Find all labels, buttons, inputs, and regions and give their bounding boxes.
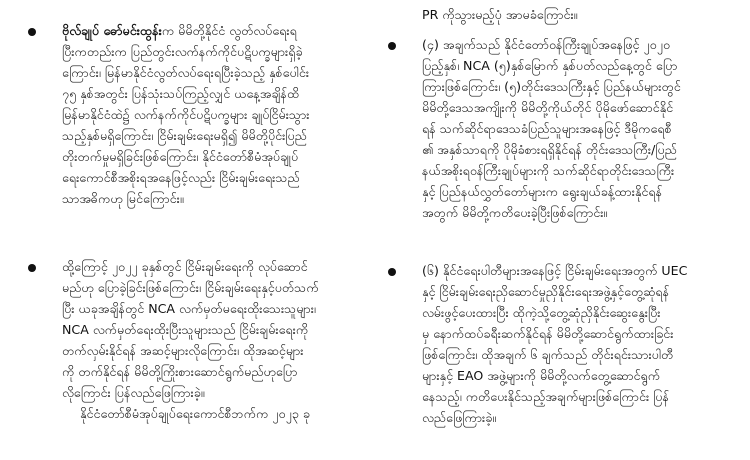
text-line: ထို့ကြောင့် ၂၀၂၂ ခုနှစ်တွင် ငြိမ်းချမ်းရေးကို လုပ်ဆောင် bbox=[62, 259, 308, 274]
text-line: တက်လှမ်းနိုင်ရန် အဆင့်များလိုကြောင်း၊ ထိုအဆင့်များ bbox=[62, 343, 304, 358]
text-line: PR ကိုသွားမည့်ပုံ အာမခံကြောင်း။ bbox=[422, 7, 578, 22]
bullet-item-1 bbox=[22, 20, 366, 209]
text-line: မှ နောက်ထပ်ခရီးဆက်နိုင်ရန် မိမိတို့ဆောင်ရွက်ထားခြင်း bbox=[422, 326, 674, 341]
text-line: သာအဓိကဟု မြင်ကြောင်း။ bbox=[62, 191, 184, 206]
text-line: ရန် သက်ဆိုင်ရာဒေသခံပြည်သူများအနေဖြင့် ဒီမိုကရေစီ bbox=[422, 121, 672, 136]
bullet-dot-icon bbox=[28, 28, 36, 36]
text-line: NCA လက်မှတ်ရေးထိုးပြီးသူများသည် ငြိမ်းချမ်းရေးကို bbox=[62, 322, 309, 337]
text-line: လမ်းဖွင့်ပေးထားပြီး ထိုကဲ့သို့တွေ့ဆုံညှိနိုင်းဆွေးနွေးပြီး bbox=[422, 305, 661, 320]
right-column bbox=[382, 0, 727, 460]
text-line: များနှင့် EAO အဖွဲ့များကို မိမိတို့လက်တွေ့ဆောင်ရွက် bbox=[422, 368, 661, 383]
text-line: ဖြစ်ကြောင်း၊ ထိုအချက် ၆ ချက်သည် တိုင်းရင်းသားပါတီ bbox=[422, 347, 674, 362]
text-line: နေသည့်၊ ကတိပေးနိုင်သည့်အချက်များဖြစ်ကြောင်း ပြန် bbox=[422, 389, 669, 404]
text-line: ကို တက်နိုင်ရန် မိမိတို့ကြိုးစားဆောင်ရွက်မည်ဟုပြော bbox=[62, 364, 298, 379]
text-line: နှင့် ပြည်နယ်လွှတ်တော်များက ရွေးချယ်ခန့်ထားနိုင်ရန် bbox=[422, 184, 663, 199]
text-line: ဗိုလ်ချုပ် ဓော်မင်းထွန်းက မိမိတို့နိုင်ငံ လွတ်လပ်ရေးရ bbox=[62, 23, 297, 38]
text-line: နိုင်ငံတော်စီမံအုပ်ချုပ်ရေးကောင်စီဘက်က ၂၀၂၃ ခု bbox=[80, 406, 310, 421]
text-line: တိုးတက်မှုမရှိခြင်းဖြစ်ကြောင်း၊ နိုင်ငံတော်စီမံအုပ်ချုပ် bbox=[62, 149, 299, 164]
text-line: အတွက် မိမိတို့ကတိပေးခဲ့ပြီးဖြစ်ကြောင်း။ bbox=[422, 205, 608, 220]
bullet-dot-icon bbox=[388, 268, 396, 276]
bullet-item-2 bbox=[22, 256, 366, 424]
text-line: နှင့် ငြိမ်းချမ်းရေးညှိဆောင်မှုညှိနိုင်းရေးအဖွဲ့နှင့်တွေ့ဆုံရန် bbox=[422, 284, 670, 299]
text-line: သည့်နှစ်မရှိကြောင်း၊ ငြိမ်းချမ်းရေးမရှိ၍ မိမိတို့ပိုင်းပြည် bbox=[62, 128, 307, 143]
bullet-dot-icon bbox=[388, 42, 396, 50]
text-line: မိမိတို့ဒေသအကျိုးကို မိမိတို့ကိုယ်တိုင် ပိုမိုဖော်ဆောင်နိုင် bbox=[422, 100, 674, 115]
text-line: မြန်မာနိုင်ငံထဲ၌ လက်နက်ကိုင်ပဋိပက္ခများ ချုပ်ငြိမ်းသွား bbox=[62, 107, 310, 122]
text-line: ပြီးကတည်းက ပြည်တွင်းလက်နက်ကိုင်ပဋိပက္ခများရှိခဲ့ bbox=[62, 44, 303, 59]
text-line: ၏ အနှစ်သာရကို ပိုမိုခံစားရရှိနိုင်ရန် တိုင်းဒေသကြီး/ပြည် bbox=[422, 142, 677, 157]
text-line: လည်ဖြေကြားခဲ့။ bbox=[422, 410, 497, 425]
bullet-dot-icon bbox=[28, 264, 36, 272]
text-line: လိုကြောင်း ပြန်လည်ဖြေကြားခဲ့။ bbox=[62, 385, 205, 400]
text-line: ရေးကောင်စီအစိုးရအနေဖြင့်လည်း ငြိမ်းချမ်းရေးသည် bbox=[62, 170, 300, 185]
text-line: မည်ဟု ပြောခဲ့ခြင်းဖြစ်ကြောင်း၊ ငြိမ်းချမ်းရေးနှင့်ပတ်သက် bbox=[62, 280, 319, 295]
text-line: ကြောင်း၊ မြန်မာနိုင်ငံလွတ်လပ်ရေးရပြီးခဲ့သည့် နှစ်ပေါင်း bbox=[62, 65, 310, 80]
text-line: ကြားဖြစ်ကြောင်း၊ (၅)တိုင်းဒေသကြီးနှင့် ပြည်နယ်များတွင် bbox=[422, 79, 681, 94]
text-line: (၆) နိုင်ငံရေးပါတီများအနေဖြင့် ငြိမ်းချမ်းရေးအတွက် UEC bbox=[422, 263, 688, 278]
text-line: ၇၅ နှစ်အတွင်း ပြန်သုံးသပ်ကြည့်လျှင် ယနေ့အချိန်ထိ bbox=[62, 86, 300, 101]
bullet-item-3 bbox=[382, 34, 727, 223]
text-line: ပြည့်နှစ်၊ NCA (၅)နှစ်မြောက် နှစ်ပတ်လည်နေ့တွင် ပြော bbox=[422, 58, 678, 73]
text-line: ပြီး ယခုအချိန်တွင် NCA လက်မှတ်မရေးထိုးသေးသူများ၊ bbox=[62, 301, 316, 316]
text-line: နယ်အစိုးရဝန်ကြီးချုပ်များကို သက်ဆိုင်ရာတိုင်းဒေသကြီး bbox=[422, 163, 675, 178]
bullet-item-4 bbox=[382, 260, 727, 428]
left-column bbox=[22, 0, 366, 460]
continued-text bbox=[382, 4, 727, 25]
text-line: (၄) အချက်သည် နိုင်ငံတော်ဝန်ကြီးချုပ်အနေဖြင့် ၂၀၂၀ bbox=[422, 37, 671, 52]
speaker-name: ဗိုလ်ချုပ် ဓော်မင်းထွန်း bbox=[62, 23, 162, 38]
